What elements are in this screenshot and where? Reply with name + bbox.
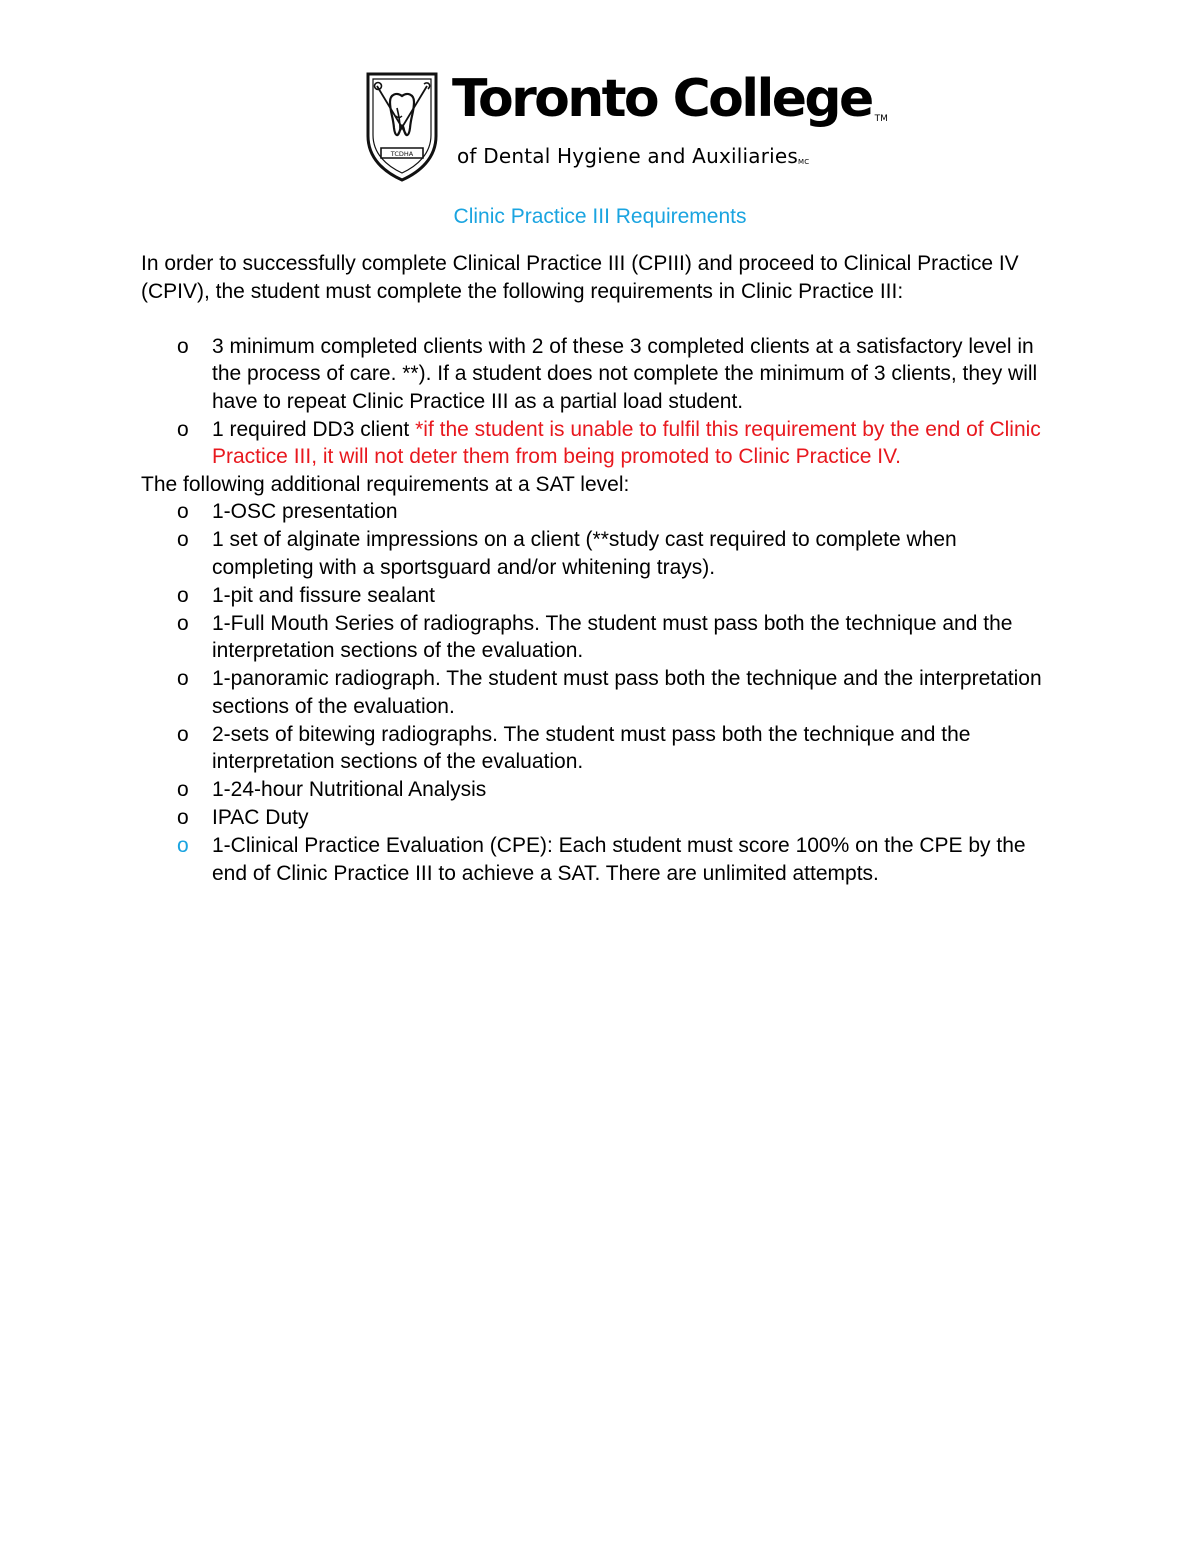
intro-paragraph: In order to successfully complete Clinical Practice III (CPIII) and proceed to Clinical Practice IV (CPIV), the student must complete the following requirements in Clinic Practice III: [141,252,1019,303]
bullet: o [177,778,189,801]
bullet: o [177,611,189,635]
list-item-text: 1-panoramic radiograph. The student must pass both the technique and the interpretation sections of the evaluation. [212,667,1042,718]
list-item [141,416,1059,471]
list-item [141,333,1059,416]
spacer [141,305,1059,333]
list-item-text: 1-pit and fissure sealant [212,583,435,607]
additional-requirements-heading: The following additional requirements at a SAT level: [141,472,630,496]
bullet: o [177,528,189,551]
core-requirements-list [141,333,1059,471]
sat-requirements-list [141,498,1059,887]
list-item-text: 1-Full Mouth Series of radiographs. The student must pass both the technique and the interpretation sections of the evaluation. [212,611,1013,662]
list-item [141,665,1059,720]
list-item-text: 1-Clinical Practice Evaluation (CPE): Each student must score 100% on the CPE by the end of Clinic Practice III to achieve a SAT. There are unlimited attempts. [212,834,1026,885]
bullet: o [177,834,189,857]
bullet: o [177,722,189,746]
list-item [141,526,1059,581]
list-item [141,832,1059,887]
page-title: Clinic Practice III Requirements [453,205,747,228]
bullet: o [177,500,189,523]
dd3-note: *if the student is unable to fulfil this requirement by the end of Clinic Practice III, it will not deter them from being promoted to Clinic Practice IV. [212,417,1041,468]
bullet: o [177,334,189,358]
list-item-text: 1-24-hour Nutritional Analysis [212,778,487,801]
college-logo [366,69,888,184]
svg-text:TCDHA: TCDHA [390,150,414,158]
list-item-text: IPAC Duty [212,806,309,829]
trademark-mark: TM [874,114,888,124]
bullet: o [177,806,189,829]
bullet: o [177,667,189,690]
list-item [141,610,1059,665]
list-item [141,804,1059,832]
bullet: o [177,417,189,441]
list-item [141,498,1059,526]
list-item-text: 3 minimum completed clients with 2 of these 3 completed clients at a satisfactory level in the process of care. **). If a student does not complete the minimum of 3 clients, they will have to repeat Clinic Practice III as a partial load student. [212,334,1038,413]
list-item-text: 1 set of alginate impressions on a client (**study cast required to complete when completing with a sportsguard and/or whitening trays). [212,528,957,579]
bullet: o [177,583,189,607]
list-item [141,582,1059,610]
list-item [141,721,1059,776]
document-body [141,250,1059,887]
list-item-text: 1-OSC presentation [212,500,398,523]
college-name: Toronto College ™ [452,69,888,129]
college-subtitle: of Dental Hygiene and Auxiliaries$^{MC}$ [457,144,810,168]
list-item-text: 1 required DD3 client [212,417,416,441]
trademark-mark-mc: MC [798,158,810,166]
list-item-text: 2-sets of bitewing radiographs. The student must pass both the technique and the interpretation sections of the evaluation. [212,722,971,773]
list-item [141,776,1059,804]
college-crest-icon [366,72,438,182]
